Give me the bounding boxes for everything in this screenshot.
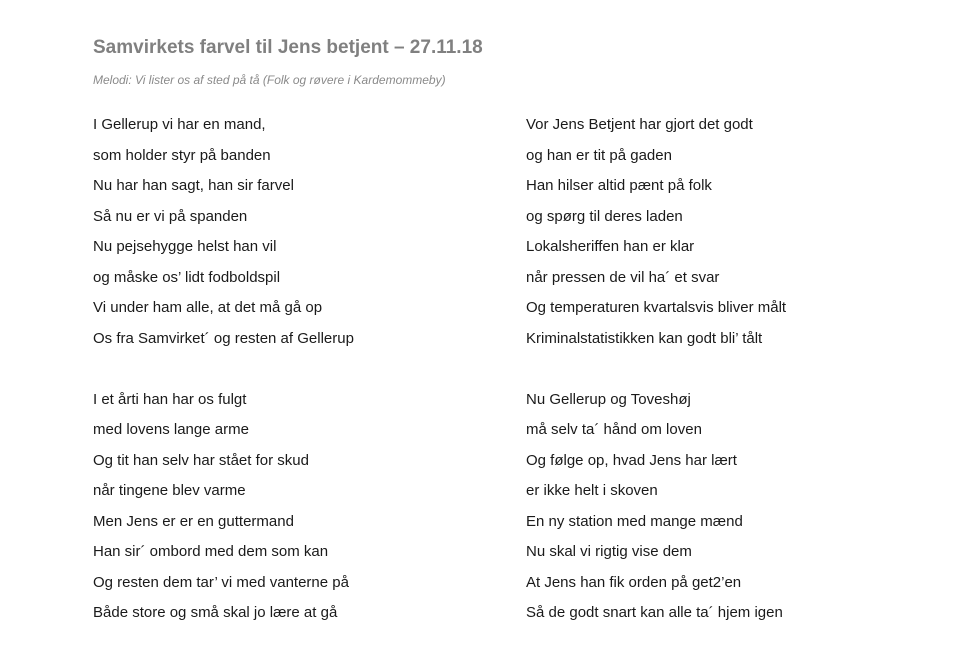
- right-column: [526, 114, 926, 633]
- verse-line: Os fra Samvirket´ og resten af Gellerup: [93, 329, 354, 347]
- verse-line: En ny station med mange mænd: [526, 512, 743, 530]
- verse-line: I Gellerup vi har en mand,: [93, 116, 266, 133]
- verse-line: I et årti han har os fulgt: [93, 390, 247, 408]
- verse-1: [93, 114, 493, 358]
- verse-line: Vor Jens Betjent har gjort det godt: [526, 116, 753, 133]
- verse-line: og han er tit på gaden: [526, 146, 672, 164]
- verse-line: og spørg til deres laden: [526, 207, 683, 225]
- verse-line: som holder styr på banden: [93, 146, 271, 164]
- verse-line: Og følge op, hvad Jens har lært: [526, 451, 737, 469]
- verse-line: Vi under ham alle, at det må gå op: [93, 299, 323, 316]
- verse-line: Han sir´ ombord med dem som kan: [93, 543, 329, 560]
- verse-line: Nu Gellerup og Toveshøj: [526, 390, 691, 408]
- verse-line: At Jens han fik orden på get2’en: [526, 573, 742, 591]
- verse-line: Nu pejsehygge helst han vil: [93, 238, 277, 255]
- verse-line: Så nu er vi på spanden: [93, 207, 248, 225]
- verse-line: med lovens lange arme: [93, 421, 249, 438]
- verse-line: Kriminalstatistikken kan godt bli’ tålt: [526, 329, 763, 347]
- verse-3: [93, 389, 493, 633]
- verse-line: Men Jens er er en guttermand: [93, 512, 294, 530]
- verse-line: når pressen de vil ha´ et svar: [526, 268, 720, 286]
- verse-line: Og resten dem tar’ vi med vanterne på: [93, 573, 349, 591]
- verse-line: Nu har han sagt, han sir farvel: [93, 177, 294, 194]
- melody-note: Melodi: Vi lister os af sted på tå (Folk og røvere i Kardemommeby): [93, 73, 446, 87]
- verse-line: Lokalsheriffen han er klar: [526, 238, 695, 255]
- verse-line: Han hilser altid pænt på folk: [526, 177, 712, 194]
- verse-line: er ikke helt i skoven: [526, 482, 658, 499]
- verse-line: Og tit han selv har stået for skud: [93, 451, 309, 469]
- verse-line: og måske os’ lidt fodboldspil: [93, 268, 281, 286]
- verse-line: Og temperaturen kvartalsvis bliver målt: [526, 299, 787, 316]
- verse-2: [526, 114, 926, 358]
- song-title: Samvirkets farvel til Jens betjent – 27.11.18: [93, 37, 483, 58]
- verse-line: må selv ta´ hånd om loven: [526, 421, 702, 438]
- left-column: [93, 114, 493, 633]
- verse-4: [526, 389, 926, 633]
- verse-line: Så de godt snart kan alle ta´ hjem igen: [526, 604, 783, 621]
- verse-line: når tingene blev varme: [93, 482, 246, 499]
- verse-line: Både store og små skal jo lære at gå: [93, 604, 338, 621]
- verse-line: Nu skal vi rigtig vise dem: [526, 543, 692, 560]
